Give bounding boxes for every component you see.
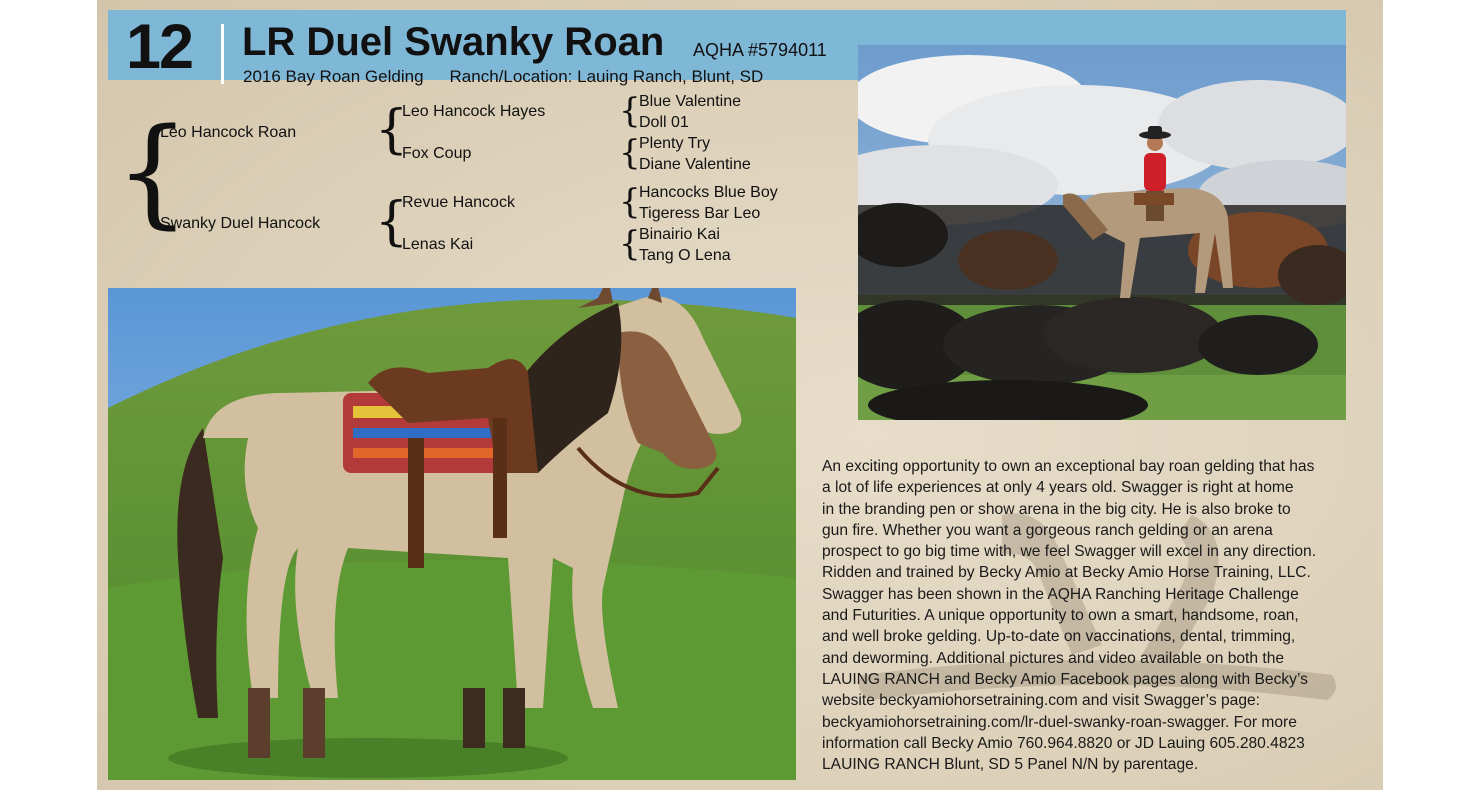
description-line: and Futurities. A unique opportunity to own a smart, handsome, roan, [822, 607, 1299, 625]
pedigree-brace-g2: { [619, 133, 641, 173]
pedigree-gen3-5: Hancocks Blue Boy [639, 184, 778, 201]
rider-cattle-photo [858, 45, 1346, 420]
description-line: a lot of life experiences at only 4 years old. Swagger is right at home [822, 479, 1294, 497]
description-line: Swagger has been shown in the AQHA Ranching Heritage Challenge [822, 585, 1299, 603]
lot-number: 12 [126, 12, 193, 82]
pedigree-brace-sire: { [375, 100, 409, 160]
pedigree-gen3-3: Plenty Try [639, 135, 711, 152]
pedigree-sire-dam: Fox Coup [402, 145, 472, 162]
horse-name: LR Duel Swanky Roan [242, 20, 665, 64]
horse-description [822, 456, 1352, 775]
year-description: 2016 Bay Roan Gelding [243, 67, 424, 86]
pedigree-gen3-6: Tigeress Bar Leo [639, 205, 761, 222]
pedigree-gen3-4: Diane Valentine [639, 156, 751, 173]
description-line: An exciting opportunity to own an exceptional bay roan gelding that has [822, 458, 1315, 475]
description-line: in the branding pen or show arena in the big city. He is also broke to [822, 500, 1291, 518]
pedigree-gen3-1: Blue Valentine [639, 93, 741, 110]
description-line: and deworming. Additional pictures and video available on both the [822, 649, 1285, 667]
description-line: Ridden and trained by Becky Amio at Becky Amio Horse Training, LLC. [822, 564, 1311, 582]
pedigree-gen3-8: Tang O Lena [639, 247, 731, 264]
description-line: website beckyamiohorsetraining.com and visit Swagger’s page: [822, 692, 1261, 710]
description-line: beckyamiohorsetraining.com/lr-duel-swanky-roan-swagger. For more [822, 713, 1297, 731]
header-divider [221, 24, 224, 84]
pedigree-brace-g4: { [619, 224, 641, 264]
description-line: LAUING RANCH and Becky Amio Facebook pages along with Becky’s [822, 670, 1308, 688]
ranch-location: Ranch/Location: Lauing Ranch, Blunt, SD [449, 67, 764, 86]
horse-photo [108, 288, 796, 780]
pedigree-brace-g1: { [619, 91, 641, 131]
pedigree-brace-main: { [115, 102, 191, 240]
pedigree-dam-sire: Revue Hancock [402, 194, 515, 211]
description-line: information call Becky Amio 760.964.8820 or JD Lauing 605.280.4823 [822, 734, 1305, 752]
pedigree-sire: Leo Hancock Roan [160, 124, 297, 141]
sale-catalog-page [97, 0, 1383, 790]
description-line: prospect to go big time with, we feel Swagger will excel in any direction. [822, 543, 1317, 561]
registration-number: AQHA #5794011 [693, 40, 827, 60]
pedigree-gen3-7: Binairio Kai [639, 226, 720, 243]
pedigree-brace-dam: { [375, 192, 409, 252]
pedigree-sire-sire: Leo Hancock Hayes [402, 103, 546, 120]
description-line: LAUING RANCH Blunt, SD 5 Panel N/N by parentage. [822, 756, 1199, 774]
description-line: and well broke gelding. Up-to-date on vaccinations, dental, trimming, [822, 628, 1296, 646]
pedigree-brace-g3: { [619, 182, 641, 222]
pedigree-dam-dam: Lenas Kai [402, 236, 474, 253]
horse-subline [243, 66, 763, 88]
pedigree-gen3-2: Doll 01 [639, 114, 689, 131]
pedigree-dam: Swanky Duel Hancock [160, 215, 321, 232]
description-line: gun fire. Whether you want a gorgeous ranch gelding or an arena [822, 521, 1273, 539]
